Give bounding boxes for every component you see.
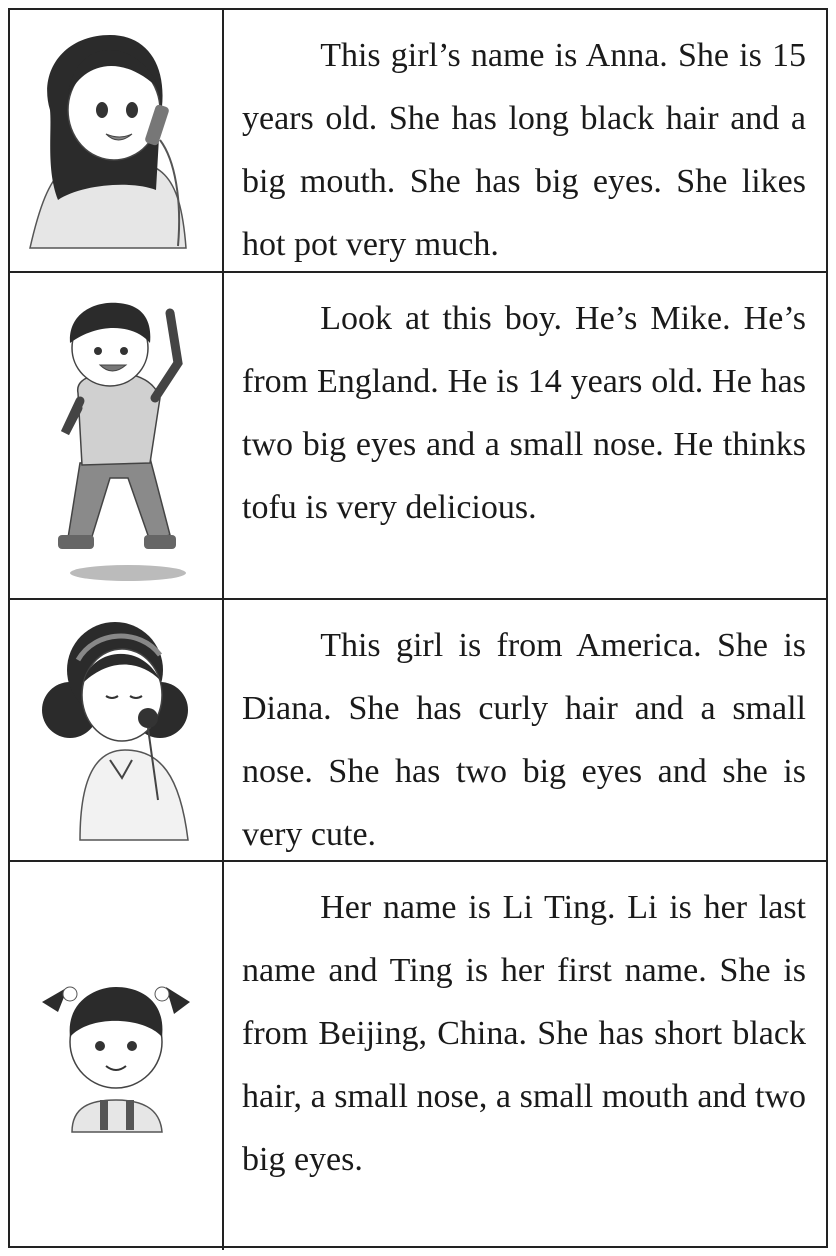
description-cell	[226, 10, 826, 271]
description-text: Her name is Li Ting. Li is her last name and Ting is her first name. She is from Beijing, China. She has short black hair, a small nose, a small mouth and two big eyes.	[242, 889, 806, 1178]
table-row	[10, 600, 826, 862]
illustration-cell	[10, 10, 224, 271]
description-text: This girl’s name is Anna. She is 15 years old. She has long black hair and a big mouth. She has big eyes. She likes hot pot very much.	[242, 37, 806, 263]
description-cell	[226, 273, 826, 598]
girl-smelling-rose-icon	[10, 600, 222, 860]
description-text: This girl is from America. She is Diana. She has curly hair and a small nose. She has two big eyes and she is very cute.	[242, 627, 806, 853]
girl-with-pigtails-icon	[10, 862, 222, 1250]
table-row	[10, 10, 826, 273]
illustration-cell	[10, 862, 224, 1250]
girl-with-phone-icon	[10, 10, 222, 271]
table-row	[10, 273, 826, 600]
description-cell	[226, 600, 826, 860]
waving-boy-icon	[10, 273, 222, 598]
illustration-cell	[10, 273, 224, 598]
profile-table	[8, 8, 828, 1248]
description-cell	[226, 862, 826, 1250]
description-text: Look at this boy. He’s Mike. He’s from England. He is 14 years old. He has two big eyes and a small nose. He thinks tofu is very delicious.	[242, 300, 806, 526]
illustration-cell	[10, 600, 224, 860]
table-row	[10, 862, 826, 1250]
